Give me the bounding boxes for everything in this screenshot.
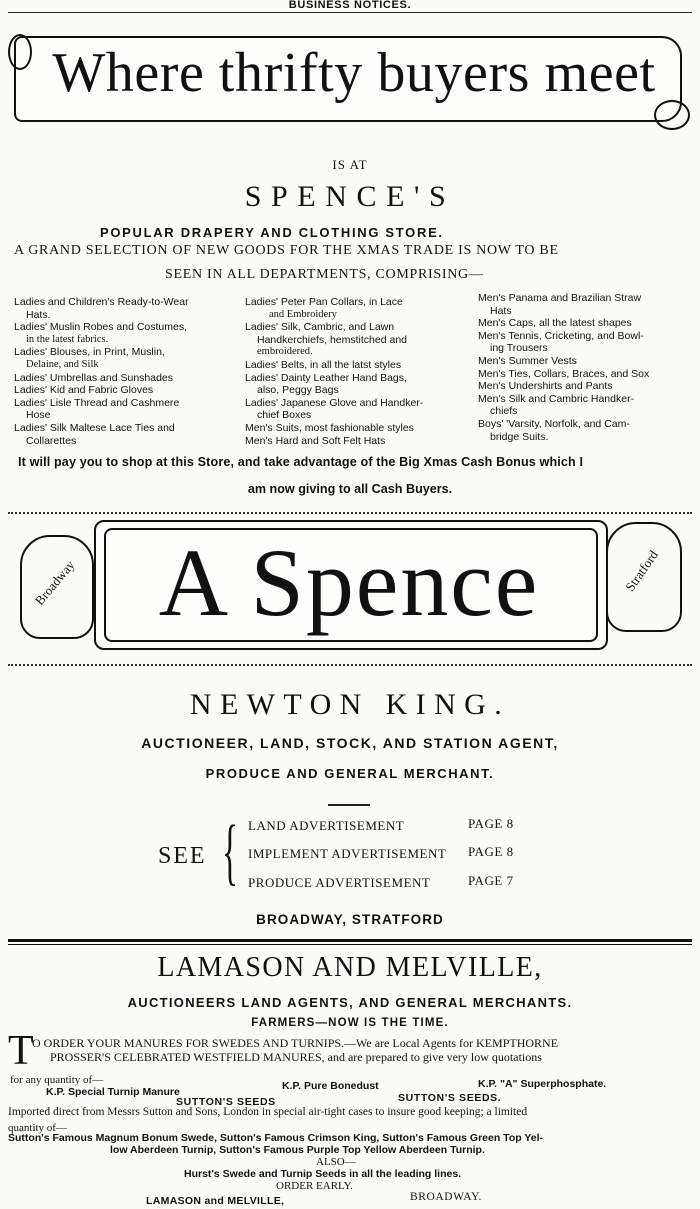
list-item: Ladies' Silk Maltese Lace Ties and	[14, 421, 175, 434]
newton-bottom-rule-thin	[8, 944, 692, 945]
logo-right-curl-text: Stratford	[622, 547, 661, 594]
hurst-line: Hurst's Swede and Turnip Seeds in all the leading lines.	[184, 1168, 462, 1180]
closing-line-2: am now giving to all Cash Buyers.	[247, 482, 453, 496]
list-item: Ladies' Umbrellas and Sunshades	[14, 371, 174, 384]
goods-column-1	[14, 296, 240, 447]
newton-address: BROADWAY, STRATFORD	[256, 912, 444, 927]
para1-line-3: for any quantity of—	[10, 1074, 104, 1086]
newton-line-2: PRODUCE AND GENERAL MERCHANT.	[205, 766, 495, 781]
lamason-signature: LAMASON and MELVILLE,	[146, 1195, 285, 1207]
list-item: Ladies' Japanese Glove and Handker-	[245, 396, 424, 409]
list-item: and Embroidery	[269, 308, 337, 320]
list-item: Ladies' Peter Pan Collars, in Lace	[245, 296, 403, 308]
list-item: Ladies' Blouses, in Print, Muslin,	[14, 346, 165, 359]
list-item: Ladies' Silk, Cambric, and Lawn	[245, 321, 395, 334]
list-item: Delaine, and Silk	[26, 358, 99, 370]
list-item: Boys' 'Varsity, Norfolk, and Cam-	[478, 417, 630, 430]
para2-line-2: quantity of—	[8, 1122, 67, 1134]
drop-cap: T	[8, 1028, 34, 1074]
varieties-line-1: Sutton's Famous Magnum Bonum Swede, Sutton's Famous Crimson King, Sutton's Famous Green Top Yel-	[8, 1132, 544, 1144]
header-rule	[8, 12, 692, 13]
list-item: Ladies' Lisle Thread and Cashmere	[14, 396, 180, 409]
list-item: in the latest fabrics.	[26, 333, 109, 345]
lamason-subtitle: AUCTIONEERS LAND AGENTS, AND GENERAL MERCHANTS.	[127, 995, 573, 1010]
closing-line-1: It will pay you to shop at this Store, and take advantage of the Big Xmas Cash Bonus which I	[18, 455, 584, 469]
goods-column-2	[245, 296, 471, 447]
see-label: SEE	[158, 843, 207, 869]
list-item: Men's Ties, Collars, Braces, and Sox	[478, 367, 650, 380]
newton-short-rule	[328, 804, 370, 806]
goods-column-3	[478, 292, 696, 443]
para1-line-2: PROSSER'S CELEBRATED WESTFIELD MANURES, and are prepared to give very low quotations	[50, 1050, 542, 1064]
list-item: Men's Summer Vests	[478, 354, 577, 367]
logo-bottom-rule	[8, 664, 692, 666]
list-item: chief Boxes	[257, 409, 312, 422]
list-item: Handkerchiefs, hemstitched and	[257, 333, 407, 346]
section-title: BUSINESS NOTICES.	[288, 0, 412, 11]
list-item: chiefs	[490, 405, 518, 418]
seeds-heading-2: SUTTON'S SEEDS.	[398, 1092, 502, 1104]
list-item: Ladies and Children's Ready-to-Wear	[14, 296, 189, 308]
ref-page: PAGE 8	[468, 816, 514, 831]
para1-line-1: O ORDER YOUR MANURES FOR SWEDES AND TURNIPS.—We are Local Agents for KEMPTHORNE	[32, 1036, 559, 1050]
see-brace: {	[222, 811, 238, 893]
list-item: Hats.	[26, 308, 51, 321]
list-item: Hose	[26, 409, 51, 422]
lamason-tagline: FARMERS—NOW IS THE TIME.	[251, 1017, 449, 1029]
seeds-heading: SUTTON'S SEEDS	[176, 1096, 276, 1108]
list-item: Men's Suits, most fashionable styles	[245, 421, 414, 434]
list-item: Men's Tennis, Cricketing, and Bowl-	[478, 329, 644, 342]
list-item: Men's Undershirts and Pants	[478, 380, 613, 393]
ref-label: IMPLEMENT ADVERTISEMENT	[248, 846, 447, 861]
list-item: bridge Suits.	[490, 430, 549, 443]
list-item: Ladies' Dainty Leather Hand Bags,	[245, 371, 407, 384]
intro-line-2: SEEN IN ALL DEPARTMENTS, COMPRISING—	[165, 267, 484, 282]
intro-line-1: A GRAND SELECTION OF NEW GOODS FOR THE XMAS TRADE IS NOW TO BE	[14, 243, 559, 258]
store-type: POPULAR DRAPERY AND CLOTHING STORE.	[100, 225, 444, 240]
list-item: Ladies' Muslin Robes and Costumes,	[14, 321, 188, 334]
list-item: Hats	[490, 304, 512, 317]
list-item: ing Trousers	[490, 342, 548, 355]
ref-page: PAGE 7	[468, 873, 514, 888]
also-text: ALSO—	[316, 1156, 356, 1168]
ref-label: LAND ADVERTISEMENT	[248, 818, 405, 833]
slogan-text: Where thrifty buyers meet	[52, 42, 656, 104]
list-item: Collarettes	[26, 434, 77, 447]
logo-left-curl-text: Broadway	[31, 557, 78, 608]
para2-line-1: Imported direct from Messrs Sutton and Sons, London in special air-tight cases to insure good keeping; a limited	[8, 1106, 528, 1118]
newton-bottom-rule	[8, 939, 692, 942]
newton-name: NEWTON KING.	[189, 688, 511, 721]
logo-top-rule	[8, 512, 692, 514]
is-at-text: IS AT	[332, 157, 368, 172]
logo-name: A Spence	[158, 529, 540, 636]
product-item: K.P. Pure Bonedust	[282, 1080, 379, 1092]
store-name: SPENCE'S	[244, 180, 456, 213]
order-early: ORDER EARLY.	[276, 1180, 353, 1192]
list-item: Ladies' Kid and Fabric Gloves	[14, 384, 154, 397]
list-item: also, Peggy Bags	[257, 384, 339, 397]
list-item: embroidered.	[257, 346, 313, 358]
newton-line-1: AUCTIONEER, LAND, STOCK, AND STATION AGENT,	[141, 735, 559, 751]
list-item: Men's Panama and Brazilian Straw	[478, 292, 642, 304]
list-item: Men's Caps, all the latest shapes	[478, 317, 632, 330]
ref-page: PAGE 8	[468, 844, 514, 859]
lamason-name: LAMASON AND MELVILLE,	[157, 952, 543, 983]
list-item: Ladies' Belts, in all the latst styles	[245, 358, 402, 371]
list-item: Men's Hard and Soft Felt Hats	[245, 434, 386, 447]
varieties-line-2: low Aberdeen Turnip, Sutton's Famous Purple Top Yellow Aberdeen Turnip.	[110, 1144, 485, 1156]
list-item: Men's Silk and Cambric Handker-	[478, 392, 635, 405]
lamason-address: BROADWAY.	[410, 1191, 482, 1203]
ref-label: PRODUCE ADVERTISEMENT	[248, 875, 431, 890]
product-item: K.P. "A" Superphosphate.	[478, 1078, 607, 1090]
product-item: K.P. Special Turnip Manure	[46, 1086, 180, 1098]
